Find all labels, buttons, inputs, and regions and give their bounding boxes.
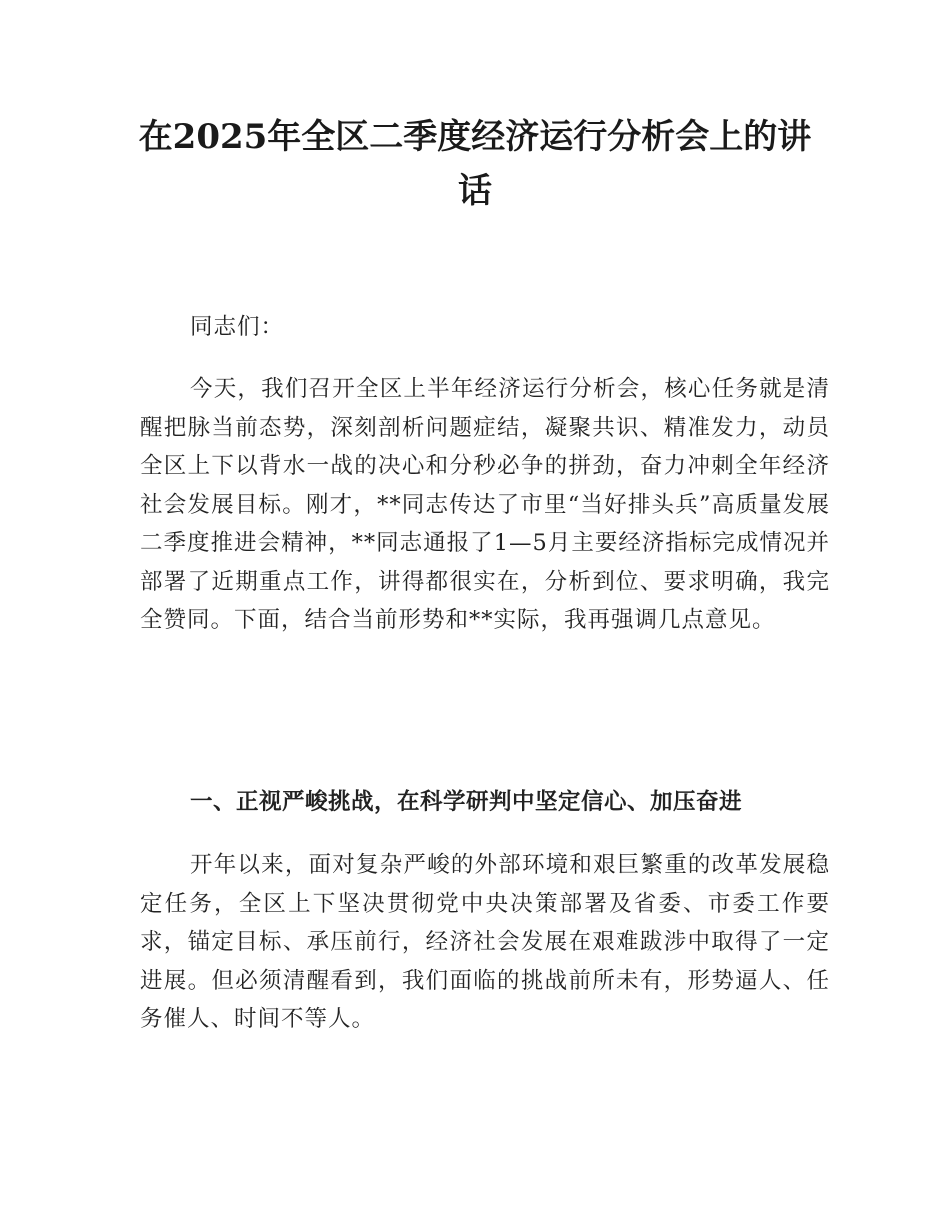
- document-title: 在2025年全区二季度经济运行分析会上的讲话: [138, 117, 812, 211]
- greeting: 同志们：: [190, 314, 285, 340]
- paragraph-intro: 今天，我们召开全区上半年经济运行分析会，核心任务就是清醒把脉当前态势，深刻剖析问题症结，凝聚共识、精准发力，动员全区上下以背水一战的决心和分秒必争的拼劲，奋力冲刺全年经济社会发展目标。刚才，**同志传达了市里“当好排头兵”高质量发展二季度推进会精神，**同志通报了1—5月主要经济指标完成情况并部署了近期重点工作，讲得都很实在，分析到位、要求明确，我完全赞同。下面，结合当前形势和**实际，我再强调几点意见。: [140, 376, 830, 633]
- paragraph-section-one: 开年以来，面对复杂严峻的外部环境和艰巨繁重的改革发展稳定任务，全区上下坚决贯彻党中央决策部署及省委、市委工作要求，锚定目标、承压前行，经济社会发展在艰难跋涉中取得了一定进展。但必须清醒看到，我们面临的挑战前所未有，形势逼人、任务催人、时间不等人。: [140, 852, 830, 1032]
- section-heading: 一、正视严峻挑战，在科学研判中坚定信心、加压奋进: [190, 789, 743, 815]
